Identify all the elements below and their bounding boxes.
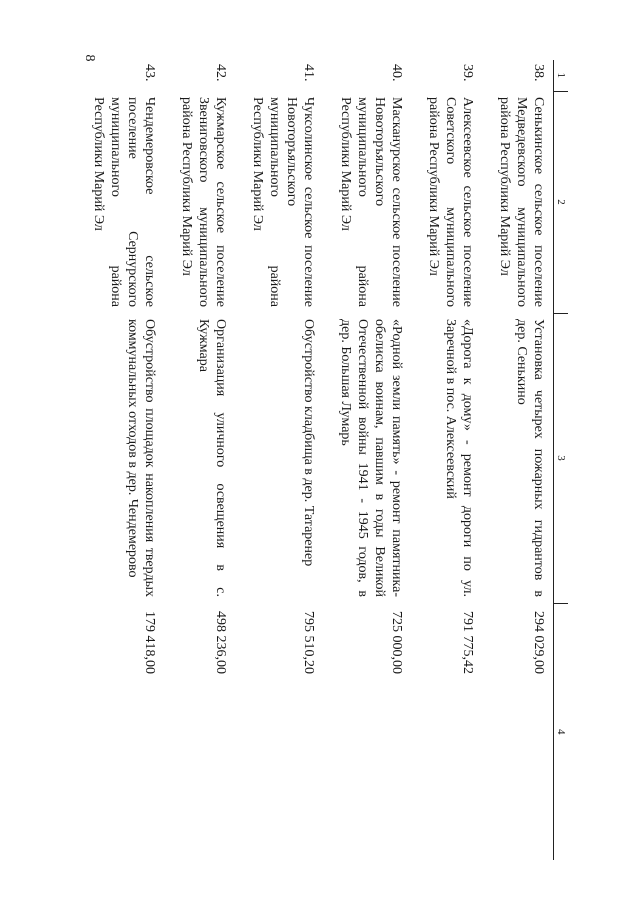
settlement-name: Кужмарское сельское поселение Звениговского муниципального района Республики Марий Эл bbox=[179, 97, 228, 307]
amount: 498 236,00 bbox=[213, 611, 228, 674]
table-header-row bbox=[554, 60, 569, 860]
table-row bbox=[164, 60, 235, 860]
amount: 179 418,00 bbox=[142, 611, 157, 674]
table-row bbox=[411, 60, 482, 860]
column-header-1: 1 bbox=[554, 60, 569, 91]
table-row bbox=[76, 60, 164, 860]
settlement-name: Алексеевское сельское поселение Советского муниципального района Республики Марий Эл bbox=[426, 97, 475, 307]
amount: 795 510,20 bbox=[301, 611, 316, 674]
project-description: Организация уличного освещения в с. Кужмара bbox=[196, 319, 228, 597]
settlement-name: Чендемеровское сельское поселение Сернурского муниципального района Республики Марий Эл bbox=[91, 97, 157, 307]
rotated-table-container bbox=[91, 60, 568, 860]
settlement-name: Чуксолинское сельское поселение Новоторъяльского муниципального района Республики Марий Эл bbox=[250, 97, 316, 307]
column-header-4: 4 bbox=[554, 603, 569, 860]
column-header-3: 3 bbox=[554, 313, 569, 603]
row-number: 38. bbox=[531, 64, 546, 82]
data-table bbox=[76, 60, 568, 860]
row-number: 43. bbox=[142, 64, 157, 82]
settlement-name: Сенькинское сельское поселение Медведевского муниципального района Республики Марий Эл bbox=[497, 97, 546, 307]
project-description: «Родной земли память» - ремонт памятника-обелиска воинам, павшим в годы Великой Отечественной войны 1941 - 1945 годов, в дер. Большая Лумарь bbox=[338, 319, 404, 597]
project-description: Обустройство площадок накопления твердых коммунальных отходов в дер. Чендемерово bbox=[125, 319, 157, 597]
amount: 725 000,00 bbox=[389, 611, 404, 674]
project-description: «Дорога к дому» - ремонт дороги по ул. Заречной в пос. Алексеевский bbox=[443, 319, 475, 597]
amount: 294 029,00 bbox=[531, 611, 546, 674]
page-number: 8 bbox=[82, 54, 97, 62]
project-description: Обустройство кладбища в дер. Татаренер bbox=[301, 319, 316, 567]
project-description: Установка четырех пожарных гидрантов в дер. Сенькино bbox=[514, 319, 546, 597]
row-number: 39. bbox=[460, 64, 475, 82]
row-number: 42. bbox=[213, 64, 228, 82]
row-number: 40. bbox=[389, 64, 404, 82]
amount: 791 775,42 bbox=[460, 611, 475, 674]
settlement-name: Масканурское сельское поселение Новоторъяльского муниципального района Республики Марий Эл bbox=[338, 97, 404, 307]
table-row bbox=[323, 60, 411, 860]
table-row bbox=[482, 60, 554, 860]
column-header-2: 2 bbox=[554, 91, 569, 313]
row-number: 41. bbox=[301, 64, 316, 82]
table-row bbox=[235, 60, 323, 860]
